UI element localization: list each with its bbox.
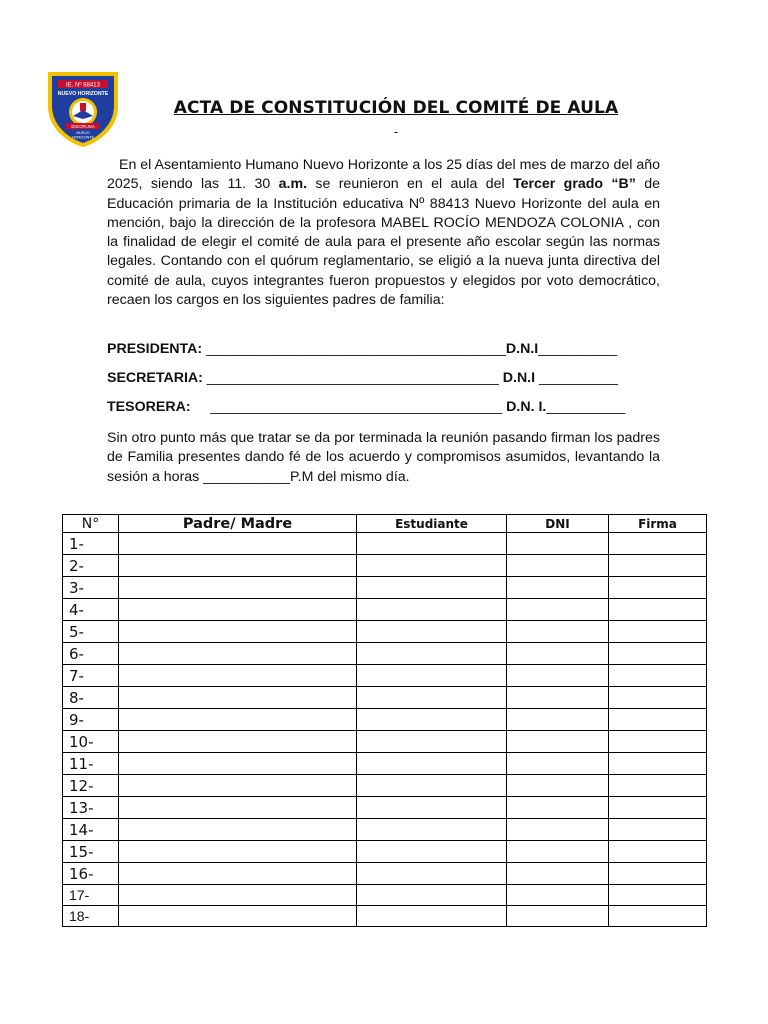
dni-cell[interactable]: [507, 621, 609, 643]
firma-cell[interactable]: [609, 731, 707, 753]
estudiante-cell[interactable]: [357, 577, 507, 599]
header-firma: Firma: [609, 515, 707, 533]
estudiante-cell[interactable]: [357, 819, 507, 841]
dni-blank: __________: [535, 370, 618, 386]
dni-cell[interactable]: [507, 906, 609, 927]
firma-cell[interactable]: [609, 797, 707, 819]
firma-cell[interactable]: [609, 841, 707, 863]
dni-cell[interactable]: [507, 841, 609, 863]
role-label: TESORERA:: [107, 399, 191, 415]
padre-madre-cell[interactable]: [119, 577, 357, 599]
row-number: 12-: [63, 775, 119, 797]
padre-madre-cell[interactable]: [119, 885, 357, 906]
row-number: 16-: [63, 863, 119, 885]
firma-cell[interactable]: [609, 643, 707, 665]
table-row: [63, 687, 707, 709]
table-row: [63, 863, 707, 885]
padre-madre-cell[interactable]: [119, 533, 357, 555]
name-blank: _____________________________________: [190, 399, 507, 415]
header-number: N°: [63, 515, 119, 533]
table-row: [63, 819, 707, 841]
crest-banner-text: DISCIPLINA: [71, 123, 95, 129]
title-dash: -: [393, 124, 399, 139]
name-blank: ______________________________________: [202, 341, 506, 357]
row-number: 17-: [63, 885, 119, 906]
dni-cell[interactable]: [507, 775, 609, 797]
row-number: 18-: [63, 906, 119, 927]
row-number: 14-: [63, 819, 119, 841]
estudiante-cell[interactable]: [357, 665, 507, 687]
padre-madre-cell[interactable]: [119, 599, 357, 621]
firma-cell[interactable]: [609, 709, 707, 731]
row-number: 10-: [63, 731, 119, 753]
padre-madre-cell[interactable]: [119, 709, 357, 731]
estudiante-cell[interactable]: [357, 643, 507, 665]
signature-line-tesorera: [107, 399, 667, 415]
firma-cell[interactable]: [609, 533, 707, 555]
header-dni: DNI: [507, 515, 609, 533]
estudiante-cell[interactable]: [357, 885, 507, 906]
table-row: [63, 731, 707, 753]
dni-label: D.N.I: [505, 341, 539, 357]
padre-madre-cell[interactable]: [119, 753, 357, 775]
table-row: [63, 906, 707, 927]
signature-line-presidenta: [107, 341, 667, 357]
firma-cell[interactable]: [609, 621, 707, 643]
table-row: [63, 555, 707, 577]
table-row: [63, 533, 707, 555]
padre-madre-cell[interactable]: [119, 841, 357, 863]
dni-cell[interactable]: [507, 819, 609, 841]
name-blank: _____________________________________: [202, 370, 503, 386]
intro-bold-grade: Tercer grado “B”: [512, 176, 636, 193]
row-number: 11-: [63, 753, 119, 775]
table-row: [63, 797, 707, 819]
padre-madre-cell[interactable]: [119, 863, 357, 885]
firma-cell[interactable]: [609, 885, 707, 906]
document-title: ACTA DE CONSTITUCIÓN DEL COMITÉ DE AULA: [173, 98, 619, 118]
firma-cell[interactable]: [609, 555, 707, 577]
intro-text-3: de Educación primaria de la Institución educativa Nº 88413 Nuevo Horizonte del aula en mención, bajo la dirección de la profesora MABEL ROCÍO MENDOZA COLONIA , con la finalidad de elegir el comité de aula para el presente año escolar según las normas legales. Contando con el quórum reglamentario, se eligió a la nueva junta directiva del comité de aula, cuyos integrantes fueron propuestos y elegidos por voto democrático, recaen los cargos en los siguientes padres de familia:: [107, 176, 660, 309]
firma-cell[interactable]: [609, 863, 707, 885]
crest-bottom-text-2: HORIZONTE: [71, 135, 95, 140]
firma-cell[interactable]: [609, 665, 707, 687]
firma-cell[interactable]: [609, 906, 707, 927]
row-number: 8-: [63, 687, 119, 709]
closing-paragraph: Sin otro punto más que tratar se da por terminada la reunión pasando firman los padres de Familia presentes dando fé de los acuerdo y compromisos asumidos, levantando la sesión a horas ___________P.M del mismo día.: [107, 430, 660, 485]
dni-cell[interactable]: [507, 665, 609, 687]
table-row: [63, 775, 707, 797]
estudiante-cell[interactable]: [357, 621, 507, 643]
crest-top-text-1: IE. Nº 88413: [66, 82, 100, 89]
dni-label: D.N.I: [502, 370, 536, 386]
firma-cell[interactable]: [609, 577, 707, 599]
dni-cell[interactable]: [507, 687, 609, 709]
table-row: [63, 709, 707, 731]
estudiante-cell[interactable]: [357, 863, 507, 885]
firma-cell[interactable]: [609, 775, 707, 797]
table-row: [63, 841, 707, 863]
padre-madre-cell[interactable]: [119, 906, 357, 927]
estudiante-cell[interactable]: [357, 687, 507, 709]
intro-text-2: se reunieron en el aula del: [307, 176, 513, 193]
crest-top-text-2: NUEVO HORIZONTE: [57, 91, 109, 97]
estudiante-cell[interactable]: [357, 753, 507, 775]
row-number: 3-: [63, 577, 119, 599]
header-padre-madre: Padre/ Madre: [119, 515, 357, 533]
dni-cell[interactable]: [507, 577, 609, 599]
dni-cell[interactable]: [507, 797, 609, 819]
row-number: 13-: [63, 797, 119, 819]
dni-blank: __________: [538, 341, 618, 357]
crest-bottom-text-1: NUEVO: [76, 131, 90, 135]
dni-cell[interactable]: [507, 533, 609, 555]
row-number: 15-: [63, 841, 119, 863]
padre-madre-cell[interactable]: [119, 643, 357, 665]
firma-cell[interactable]: [609, 819, 707, 841]
table-row: [63, 665, 707, 687]
row-number: 1-: [63, 533, 119, 555]
dni-blank: __________: [546, 399, 626, 415]
estudiante-cell[interactable]: [357, 709, 507, 731]
padre-madre-cell[interactable]: [119, 621, 357, 643]
row-number: 7-: [63, 665, 119, 687]
estudiante-cell[interactable]: [357, 775, 507, 797]
row-number: 6-: [63, 643, 119, 665]
dni-cell[interactable]: [507, 599, 609, 621]
estudiante-cell[interactable]: [357, 841, 507, 863]
estudiante-cell[interactable]: [357, 731, 507, 753]
role-label: SECRETARIA:: [107, 370, 203, 386]
row-number: 9-: [63, 709, 119, 731]
padre-madre-cell[interactable]: [119, 819, 357, 841]
header-estudiante: Estudiante: [357, 515, 507, 533]
table-row: [63, 753, 707, 775]
table-row: [63, 599, 707, 621]
firma-cell[interactable]: [609, 753, 707, 775]
dni-cell[interactable]: [507, 885, 609, 906]
dni-cell[interactable]: [507, 863, 609, 885]
table-header-row: [63, 515, 707, 533]
padre-madre-cell[interactable]: [119, 775, 357, 797]
role-label: PRESIDENTA:: [107, 341, 203, 357]
dni-cell[interactable]: [507, 731, 609, 753]
intro-text-1: En el Asentamiento Humano Nuevo Horizonte a los 25 días del mes de marzo del año 2025, siendo las 11. 30: [107, 157, 661, 193]
estudiante-cell[interactable]: [357, 797, 507, 819]
estudiante-cell[interactable]: [357, 599, 507, 621]
estudiante-cell[interactable]: [357, 555, 507, 577]
dni-cell[interactable]: [507, 555, 609, 577]
padre-madre-cell[interactable]: [119, 797, 357, 819]
attendance-table: [62, 514, 707, 927]
row-number: 2-: [63, 555, 119, 577]
estudiante-cell[interactable]: [357, 533, 507, 555]
dni-cell[interactable]: [507, 753, 609, 775]
dni-cell[interactable]: [507, 709, 609, 731]
dni-label: D.N. I.: [506, 399, 547, 415]
intro-bold-time: a.m.: [278, 176, 308, 193]
padre-madre-cell[interactable]: [119, 731, 357, 753]
table-row: [63, 643, 707, 665]
firma-cell[interactable]: [609, 687, 707, 709]
padre-madre-cell[interactable]: [119, 665, 357, 687]
table-row: [63, 621, 707, 643]
row-number: 4-: [63, 599, 119, 621]
table-row: [63, 885, 707, 906]
signature-line-secretaria: [107, 370, 667, 386]
dni-cell[interactable]: [507, 643, 609, 665]
padre-madre-cell[interactable]: [119, 687, 357, 709]
estudiante-cell[interactable]: [357, 906, 507, 927]
intro-paragraph: [107, 156, 660, 310]
table-row: [63, 577, 707, 599]
row-number: 5-: [63, 621, 119, 643]
firma-cell[interactable]: [609, 599, 707, 621]
padre-madre-cell[interactable]: [119, 555, 357, 577]
